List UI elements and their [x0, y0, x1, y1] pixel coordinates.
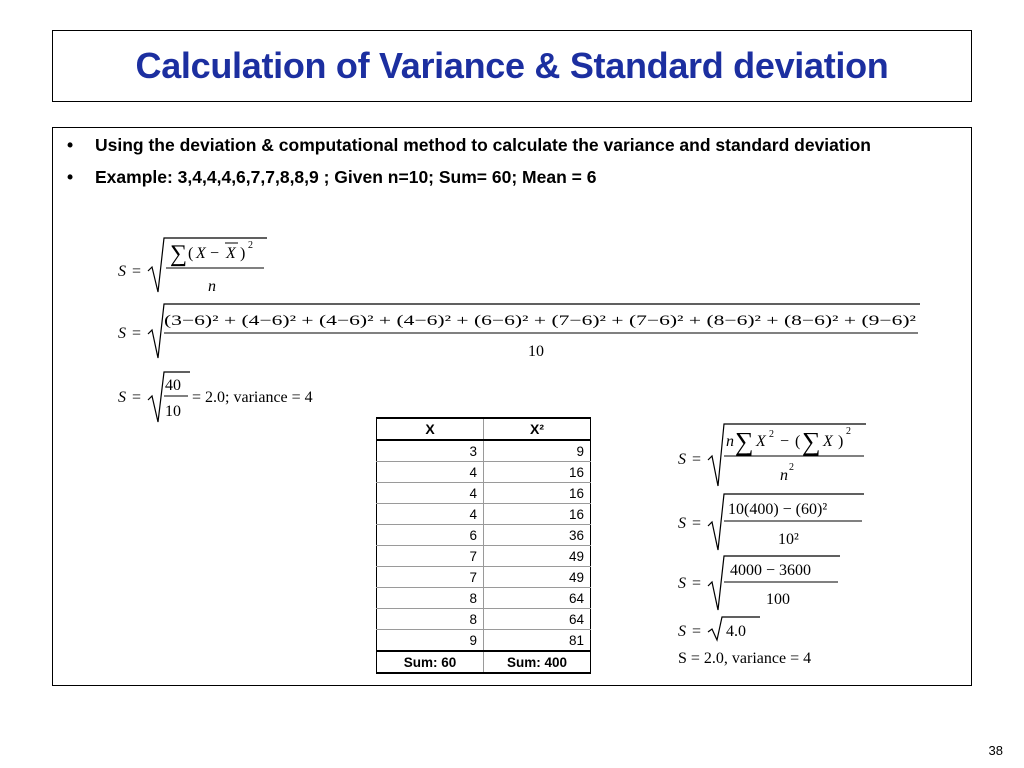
deviation-formula-1	[112, 234, 272, 303]
svg-text:X: X	[226, 245, 236, 262]
bullet-dot-icon: •	[67, 135, 74, 155]
svg-text:n: n	[780, 467, 788, 484]
deviation-formula-3	[112, 370, 372, 433]
computational-formula-4-radicand: 4.0	[726, 623, 746, 640]
svg-text:∑: ∑	[170, 241, 188, 267]
table-cell-x-squared: 16	[484, 483, 591, 504]
table-cell-x-squared: 9	[484, 440, 591, 462]
svg-text:∑: ∑	[735, 427, 754, 456]
bullet-item: • Example: 3,4,4,4,6,7,7,8,8,9 ; Given n=10; Sum= 60; Mean = 6	[67, 167, 597, 187]
deviation-formula-2	[112, 300, 924, 367]
table-row	[377, 525, 591, 546]
deviation-formula-3-numerator: 40	[165, 377, 181, 394]
svg-text:=: =	[132, 389, 142, 406]
svg-text:2: 2	[248, 240, 253, 251]
table-row	[377, 546, 591, 567]
bullet-item: • Using the deviation & computational method to calculate the variance and standard deviation	[67, 135, 871, 155]
table-row	[377, 588, 591, 609]
formula-graphic	[112, 370, 372, 428]
table-cell-x: 8	[377, 588, 484, 609]
table-sum-x-squared: Sum: 400	[484, 651, 591, 673]
table-row	[377, 567, 591, 588]
formula-graphic	[672, 552, 852, 616]
svg-text:S: S	[678, 515, 686, 532]
svg-text:X: X	[196, 245, 206, 262]
svg-text:2: 2	[846, 426, 851, 437]
svg-text:n: n	[726, 433, 734, 450]
svg-text:S: S	[678, 575, 686, 592]
svg-text:X: X	[823, 433, 833, 450]
table-row	[377, 440, 591, 462]
table-cell-x-squared: 64	[484, 609, 591, 630]
svg-text:=: =	[692, 623, 702, 640]
svg-text:=: =	[692, 451, 702, 468]
table-header-x: X	[377, 418, 484, 440]
svg-text:=: =	[132, 325, 142, 342]
computational-formula-2	[672, 490, 872, 559]
table-cell-x: 4	[377, 483, 484, 504]
squares-table	[376, 417, 591, 674]
svg-text:(: (	[188, 245, 194, 262]
table-cell-x: 3	[377, 440, 484, 462]
svg-text:=: =	[692, 575, 702, 592]
table-header-x-squared: X²	[484, 418, 591, 440]
computational-formula-1	[672, 420, 872, 495]
svg-text:2: 2	[789, 462, 794, 473]
svg-text:−: −	[780, 433, 790, 450]
computational-formula-3-denominator: 100	[766, 591, 790, 608]
computational-formula-2-numerator: 10(400) − (60)²	[728, 501, 828, 518]
svg-text:2: 2	[769, 429, 774, 440]
computational-formula-5-text: S = 2.0, variance = 4	[678, 650, 812, 667]
svg-text:=: =	[692, 515, 702, 532]
table-cell-x: 7	[377, 546, 484, 567]
bullet-list	[61, 134, 941, 198]
computational-formula-4	[672, 614, 792, 649]
svg-text:S: S	[118, 325, 126, 342]
table-cell-x: 6	[377, 525, 484, 546]
table-row	[377, 630, 591, 652]
bullet-dot-icon: •	[67, 167, 74, 187]
formula-graphic	[112, 234, 272, 298]
table-cell-x: 9	[377, 630, 484, 652]
slide-number: 38	[988, 743, 1003, 758]
formula-graphic	[672, 490, 872, 554]
svg-text:S: S	[678, 623, 686, 640]
table-cell-x-squared: 81	[484, 630, 591, 652]
table-cell-x-squared: 16	[484, 462, 591, 483]
formula-graphic	[112, 300, 924, 362]
slide-title: Calculation of Variance & Standard deviation	[135, 45, 889, 86]
table-cell-x-squared: 36	[484, 525, 591, 546]
deviation-formula-3-result: = 2.0; variance = 4	[192, 389, 313, 406]
deviation-formula-3-denominator: 10	[165, 403, 181, 420]
table-sum-x: Sum: 60	[377, 651, 484, 673]
table-cell-x: 4	[377, 504, 484, 525]
formula-graphic	[672, 614, 792, 644]
svg-text:(: (	[795, 433, 801, 450]
svg-text:=: =	[132, 263, 142, 280]
table-sum-row	[377, 651, 591, 673]
svg-text:S: S	[678, 451, 686, 468]
svg-text:S: S	[118, 389, 126, 406]
svg-text:): )	[838, 433, 844, 450]
table-cell-x: 7	[377, 567, 484, 588]
table-cell-x-squared: 49	[484, 567, 591, 588]
svg-text:S: S	[118, 263, 126, 280]
computational-formula-2-denominator: 10²	[778, 531, 799, 548]
title-box	[52, 30, 972, 102]
computational-formula-5	[678, 650, 811, 668]
formula-graphic	[672, 420, 872, 490]
deviation-formula-2-denominator: 10	[528, 343, 544, 360]
svg-text:): )	[240, 245, 246, 262]
table-row	[377, 462, 591, 483]
table-row	[377, 483, 591, 504]
table-row	[377, 609, 591, 630]
table-cell-x-squared: 16	[484, 504, 591, 525]
table-cell-x: 4	[377, 462, 484, 483]
svg-text:X: X	[756, 433, 766, 450]
svg-text:∑: ∑	[802, 427, 821, 456]
table-cell-x: 8	[377, 609, 484, 630]
table-row	[377, 504, 591, 525]
svg-text:−: −	[210, 245, 220, 262]
table-cell-x-squared: 64	[484, 588, 591, 609]
table-header-row	[377, 418, 591, 440]
svg-text:n: n	[208, 278, 216, 295]
computational-formula-3-numerator: 4000 − 3600	[730, 562, 812, 579]
deviation-formula-2-numerator: (3−6)² + (4−6)² + (4−6)² + (4−6)² + (6−6)² + (7−6)² + (7−6)² + (8−6)² + (8−6)² + (9−6)²	[164, 313, 917, 329]
computational-formula-3	[672, 552, 852, 621]
table-cell-x-squared: 49	[484, 546, 591, 567]
